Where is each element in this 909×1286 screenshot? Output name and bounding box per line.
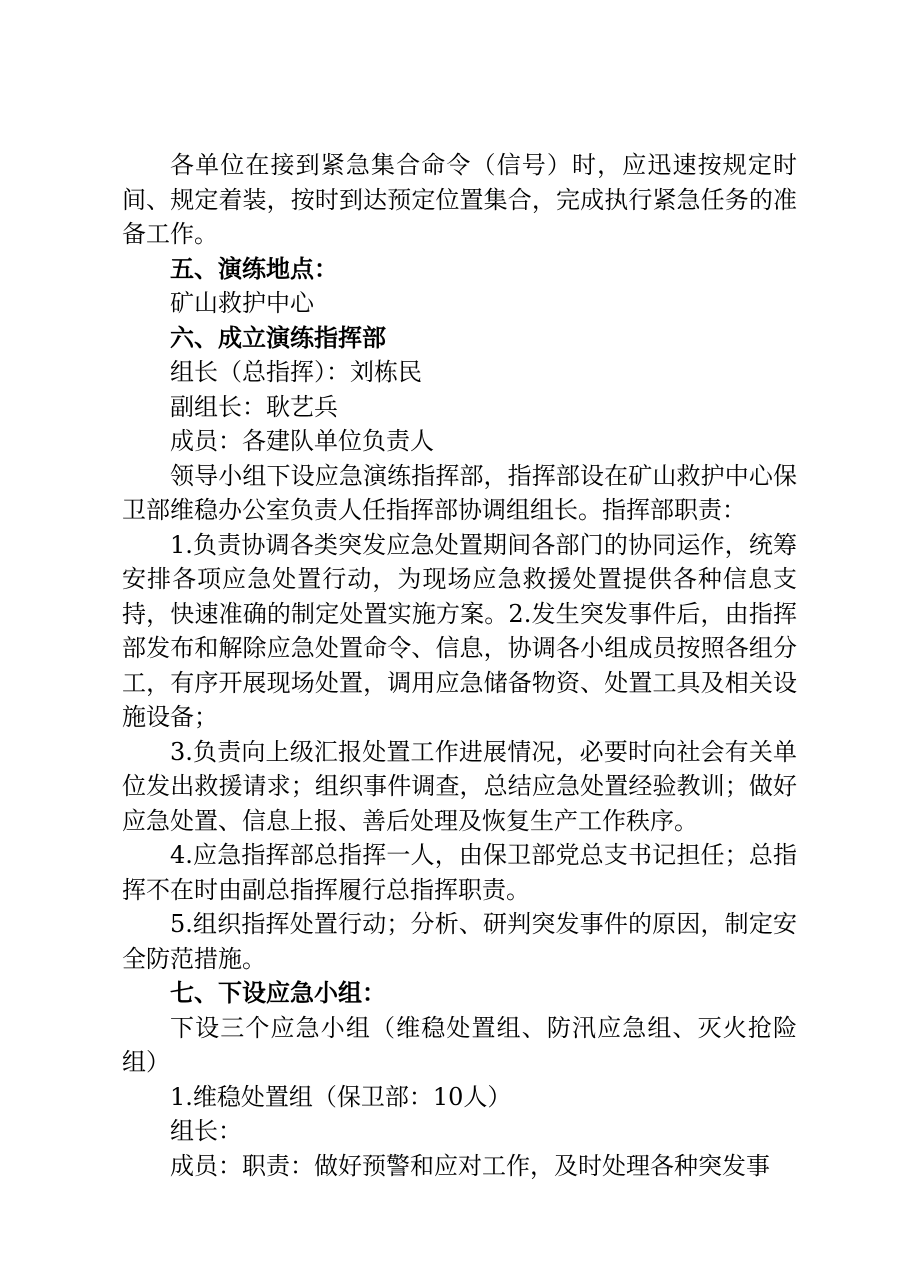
paragraph-duty-3: 3.负责向上级汇报处置工作进展情况，必要时向社会有关单位发出救援请求；组织事件调查，总结应急处置经验教训；做好应急处置、信息上报、善后处理及恢复生产工作秩序。: [122, 737, 797, 835]
paragraph-groups-list: 下设三个应急小组（维稳处置组、防汛应急组、灭火抢险组）: [122, 1013, 797, 1076]
document-body: [122, 148, 797, 1183]
paragraph-assembly-order: 各单位在接到紧急集合命令（信号）时，应迅速按规定时间、规定着装，按时到达预定位置集合，完成执行紧急任务的准备工作。: [122, 151, 797, 248]
paragraph-location: 矿山救护中心: [170, 289, 314, 317]
paragraph-duty-1-2: 1.负责协调各类突发应急处置期间各部门的协同运作，统筹安排各项应急处置行动，为现场应急救援处置提供各种信息支持，快速准确的制定处置实施方案。2.发生突发事件后，由指挥部发布和解除应急处置命令、信息，协调各小组成员按照各组分工，有序开展现场处置，调用应急储备物资、处置工具及相关设施设备；: [122, 530, 797, 731]
heading-command-center: 六、成立演练指挥部: [170, 323, 386, 352]
paragraph-leader: 组长（总指挥）：刘栋民: [170, 358, 422, 386]
paragraph-members: 成员：各建队单位负责人: [170, 427, 434, 455]
paragraph-group-members-duty: 成员：职责：做好预警和应对工作，及时处理各种突发事: [170, 1151, 770, 1180]
paragraph-command-setup: 领导小组下设应急演练指挥部，指挥部设在矿山救护中心保卫部维稳办公室负责人任指挥部协调组组长。指挥部职责：: [122, 461, 797, 524]
paragraph-group-leader: 组长：: [170, 1117, 242, 1145]
heading-drill-location: 五、演练地点：: [170, 254, 338, 283]
heading-emergency-groups: 七、下设应急小组：: [170, 979, 386, 1007]
paragraph-duty-4: 4.应急指挥部总指挥一人，由保卫部党总支书记担任；总指挥不在时由副总指挥履行总指挥职责。: [122, 841, 797, 904]
paragraph-deputy-leader: 副组长：耿艺兵: [170, 392, 338, 421]
paragraph-duty-5: 5.组织指挥处置行动；分析、研判突发事件的原因，制定安全防范措施。: [122, 910, 797, 973]
paragraph-group-1: 1.维稳处置组（保卫部：10人）: [170, 1082, 512, 1111]
